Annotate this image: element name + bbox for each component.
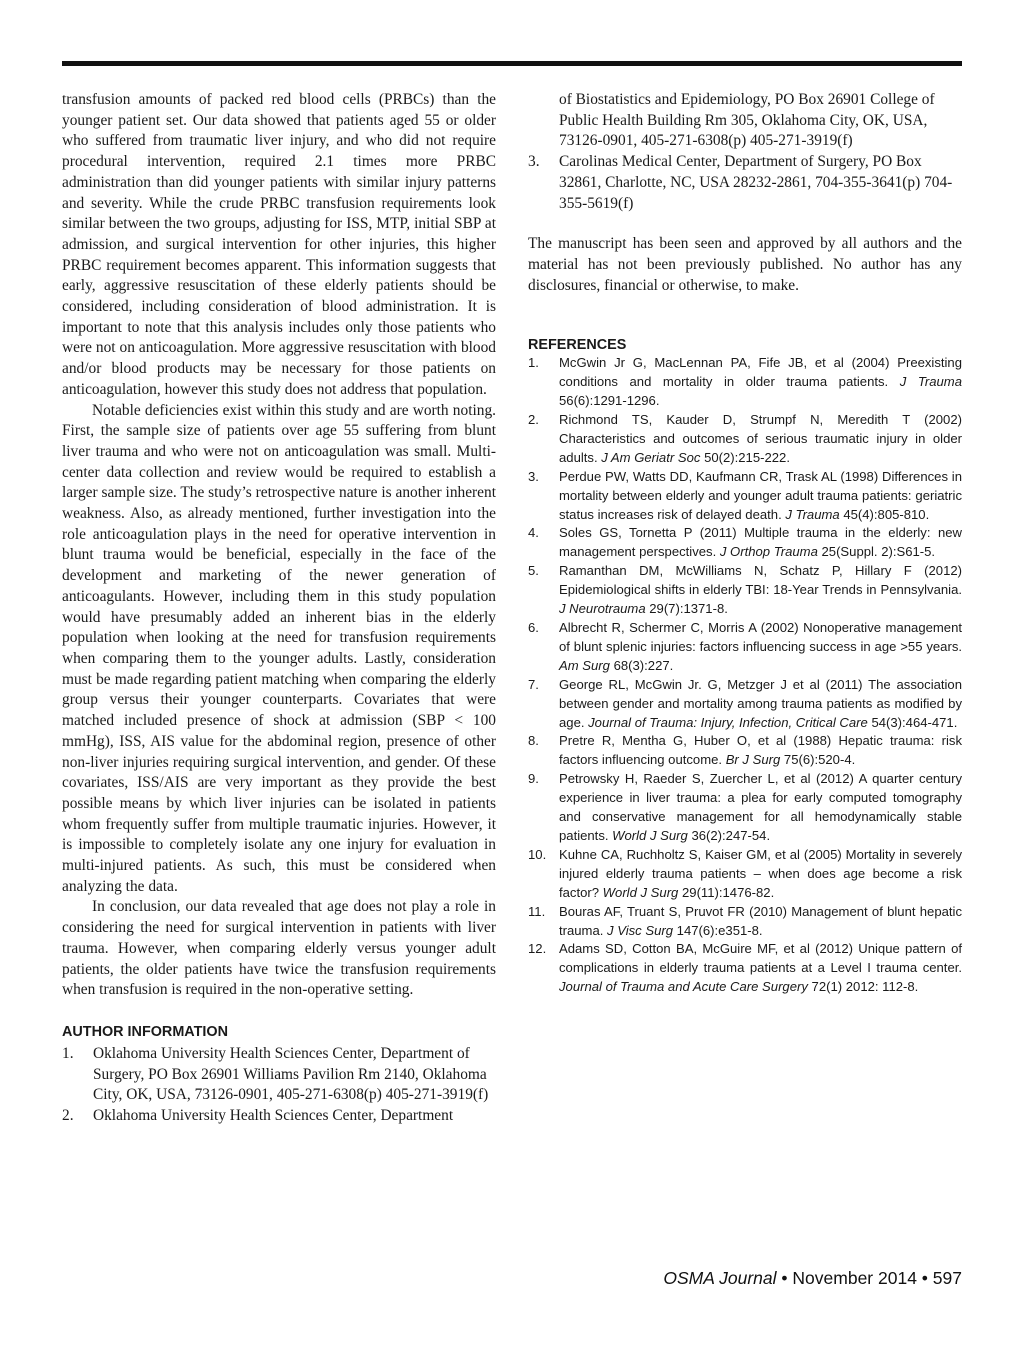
affiliation-number: 2. <box>62 1107 74 1125</box>
reference-text <box>559 619 962 676</box>
reference-text <box>559 846 962 903</box>
reference-text <box>559 354 962 411</box>
body-paragraph: Notable deficiencies exist within this study and are worth noting. First, the sample size of patients over age 55 suffering from blunt liver trauma and who were not on anticoagulation was small. Multi-center data collection and review would be required to establish a larger sample size. The study’s retrospective nature is another inherent weakness. Also, as already mentioned, further investigation into the role anticoagulation plays in the need for operative intervention in blunt trauma would be beneficial, especially in the face of the development and marketing of the newer generation of anticoagulants. However, including them in this study population would have presumably added an inherent bias in the elderly population when looking at the need for transfusion requirements when comparing them to the younger adults. Lastly, consideration must be made regarding patient matching when comparing the elderly group versus their younger counterparts. Covariates that were matched included presence of shock at admission (SBP < 100 mmHg), ISS, AIS value for the abdominal region, presence of other non-liver injuries requiring surgical intervention, and gender. Of these covariates, ISS/AIS are very important as they provide the best possible means by which liver injuries can be isolated in patients whom frequently suffer from multiple traumatic injuries. However, it is impossible to completely isolate any one injury for evaluation in multi-injured patients. As such, this must be considered when analyzing the data. <box>62 401 496 895</box>
reference-journal: Br J Surg <box>725 752 781 768</box>
reference-body: Richmond TS, Kauder D, Strumpf N, Meredith T (2002) Characteristics and outcomes of serious traumatic injury in older adults. <box>559 412 962 465</box>
reference-citation: 29(7):1371-8. <box>649 601 728 617</box>
reference-citation: 147(6):e351-8. <box>676 922 763 938</box>
reference-journal: Am Surg <box>559 657 610 673</box>
reference-body: McGwin Jr G, MacLennan PA, Fife JB, et al (2004) Preexisting conditions and mortality in older trauma patients. <box>559 355 962 390</box>
reference-text <box>559 732 962 770</box>
reference-item <box>528 676 962 733</box>
reference-citation: 36(2):247-54. <box>691 827 771 843</box>
references-heading: REFERENCES <box>528 337 627 354</box>
reference-number: 12. <box>528 941 547 957</box>
page-footer <box>663 1268 962 1289</box>
reference-number: 11. <box>528 903 546 919</box>
reference-item <box>528 903 962 941</box>
reference-citation: 54(3):464-471. <box>871 714 958 730</box>
reference-item <box>528 411 962 468</box>
reference-item <box>528 846 962 903</box>
reference-body: Pretre R, Mentha G, Huber O, et al (1988) Hepatic trauma: risk factors influencing outcome. <box>559 733 962 768</box>
reference-citation: 68(3):227. <box>613 657 674 673</box>
reference-number: 7. <box>528 676 539 692</box>
footer-separator: • <box>776 1268 793 1288</box>
reference-body: Albrecht R, Schermer C, Morris A (2002) Nonoperative management of blunt splenic injuries: factors influencing success in age >55 years. <box>559 620 962 654</box>
reference-citation: 45(4):805-810. <box>843 506 930 522</box>
right-column <box>528 90 962 997</box>
reference-text <box>559 676 962 733</box>
reference-journal: J Trauma <box>899 374 962 390</box>
reference-number: 4. <box>528 525 539 541</box>
affiliation-item <box>528 152 962 214</box>
reference-number: 9. <box>528 771 539 787</box>
reference-citation: 75(6):520-4. <box>783 752 856 768</box>
affiliation-item <box>62 1044 496 1106</box>
reference-journal: J Am Geriatr Soc <box>601 449 701 465</box>
reference-item <box>528 732 962 770</box>
disclosure-statement: The manuscript has been seen and approved by all authors and the material has not been previously published. No author has any disclosures, financial or otherwise, to make. <box>528 235 962 294</box>
affiliation-number: 1. <box>62 1044 74 1062</box>
reference-item <box>528 940 962 997</box>
affiliation-text: Carolinas Medical Center, Department of Surgery, PO Box 32861, Charlotte, NC, USA 28232-2861, 704-355-3641(p) 704-355-5619(f) <box>559 153 953 212</box>
reference-journal: J Trauma <box>785 506 840 522</box>
reference-item <box>528 354 962 411</box>
reference-citation: 50(2):215-222. <box>704 449 790 465</box>
affiliation-item <box>62 1106 496 1127</box>
reference-text <box>559 940 962 997</box>
reference-body: Ramanthan DM, McWilliams N, Schatz P, Hillary F (2012) Epidemiological shifts in elderly TBI: 18-Year Trends in Pennsylvania. <box>559 563 962 598</box>
affiliation-text: Oklahoma University Health Sciences Center, Department <box>93 1107 454 1125</box>
reference-text <box>559 562 962 619</box>
reference-body: Perdue PW, Watts DD, Kaufmann CR, Trask AL (1998) Differences in mortality between elderly and younger adult trauma patients: geriatric status increases risk of delayed death. <box>559 468 962 522</box>
reference-text <box>559 903 962 941</box>
affiliation-text: Oklahoma University Health Sciences Center, Department of Surgery, PO Box 26901 Williams Pavilion Rm 2140, Oklahoma City, OK, USA, 73126-0901, 405-271-6308(p) 405-271-3919(f) <box>93 1044 489 1104</box>
reference-journal: Journal of Trauma and Acute Care Surgery <box>559 979 808 995</box>
reference-body: Soles GS, Tornetta P (2011) Multiple trauma in the elderly: new management perspectives. <box>559 525 962 560</box>
reference-number: 8. <box>528 733 539 749</box>
reference-number: 3. <box>528 468 539 484</box>
reference-journal: World J Surg <box>602 884 679 900</box>
reference-item <box>528 770 962 846</box>
affiliation-item <box>528 90 962 152</box>
body-paragraph: transfusion amounts of packed red blood cells (PRBCs) than the younger patient set. Our data showed that patients aged 55 or older who suffered from traumatic liver injury, and who did not require procedural intervention, required 2.1 times more PRBC administration than did younger patients with similar injury patterns and severity. While the crude PRBC transfusion requirements look similar between the two groups, adjusting for ISS, MTP, initial SBP at admission, and surgical intervention for other injuries, this higher PRBC requirement becomes apparent. This information suggests that early, aggressive resuscitation of these elderly patients should be considered, including consideration of blood administration. It is important to note that this analysis includes only those patients who were not on anticoagulation. More aggressive resuscitation with blood and/or blood products may be necessary for those patients on anticoagulation, however this study does not address that population. <box>62 91 496 398</box>
reference-item <box>528 524 962 562</box>
footer-journal-name: OSMA Journal <box>663 1268 777 1288</box>
affiliation-text: of Biostatistics and Epidemiology, PO Box 26901 College of Public Health Building Rm 305, Oklahoma City, OK, USA, 73126-0901, 405-271-6308(p) 405-271-3919(f) <box>559 91 935 150</box>
reference-body: Kuhne CA, Ruchholtz S, Kaiser GM, et al (2005) Mortality in severely injured elderly trauma patients – when does age become a risk factor? <box>559 846 962 900</box>
reference-journal: Journal of Trauma: Injury, Infection, Critical Care <box>588 714 868 730</box>
reference-body: Bouras AF, Truant S, Pruvot FR (2010) Management of blunt hepatic trauma. <box>559 903 962 938</box>
reference-body: Petrowsky H, Raeder S, Zuercher L, et al (2012) A quarter century experience in liver trauma: a plea for early computed tomography and conservative management for all hemodynamically stable patients. <box>559 771 962 843</box>
author-information-heading: AUTHOR INFORMATION <box>62 1023 229 1040</box>
affiliation-number: 3. <box>528 153 540 171</box>
footer-separator: • <box>916 1268 933 1288</box>
reference-number: 2. <box>528 412 539 428</box>
reference-list <box>528 354 962 997</box>
reference-citation: 56(6):1291-1296. <box>559 393 660 409</box>
reference-journal: J Neurotrauma <box>559 601 646 617</box>
reference-journal: J Visc Surg <box>607 922 674 938</box>
reference-item <box>528 468 962 525</box>
affiliation-number <box>528 90 559 152</box>
reference-text <box>559 524 962 562</box>
reference-journal: World J Surg <box>612 827 688 843</box>
reference-journal: J Orthop Trauma <box>719 544 818 560</box>
reference-text <box>559 411 962 468</box>
reference-citation: 25(Suppl. 2):S61-5. <box>821 544 936 560</box>
reference-citation: 72(1) 2012: 112-8. <box>811 979 919 995</box>
reference-body: George RL, McGwin Jr. G, Metzger J et al (2011) The association between gender and mortality among trauma patients as modified by age. <box>559 676 962 730</box>
reference-number: 6. <box>528 620 539 636</box>
reference-text <box>559 770 962 846</box>
reference-number: 5. <box>528 563 539 579</box>
reference-item <box>528 562 962 619</box>
reference-text <box>559 468 962 525</box>
body-paragraph: In conclusion, our data revealed that age does not play a role in considering the need for surgical intervention in patients with liver trauma. However, when comparing elderly versus younger adult patients, the older patients have twice the transfusion requirements when transfusion is required in the non-operative setting. <box>62 898 496 999</box>
reference-number: 10. <box>528 846 547 862</box>
footer-page-number: 597 <box>932 1268 962 1288</box>
reference-item <box>528 619 962 676</box>
reference-number: 1. <box>528 355 539 371</box>
left-column <box>62 90 496 1127</box>
reference-body: Adams SD, Cotton BA, McGuire MF, et al (2012) Unique pattern of complications in elderly trauma patients at a Level I trauma center. <box>559 941 962 976</box>
top-rule <box>62 61 962 66</box>
reference-citation: 29(11):1476-82. <box>682 884 775 900</box>
footer-date: November 2014 <box>792 1268 917 1288</box>
